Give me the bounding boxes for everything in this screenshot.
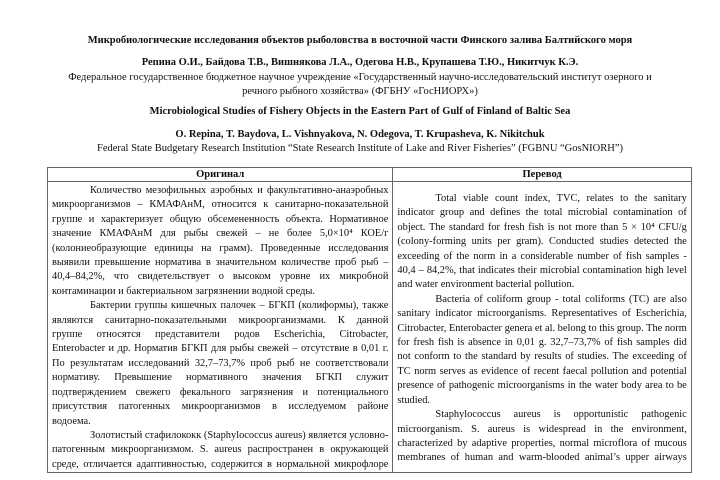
text-line: Citrobacter, Enterobacter genera et al. belong to this group. The norm <box>397 322 687 334</box>
paragraph <box>52 184 388 299</box>
text-line: Total viable count index, TVC, relates to the sanitary <box>435 193 687 204</box>
text-line: присутствия патогенных микроорганизмов в исследуемом районе <box>52 401 389 413</box>
text-line: and water environment bacterial pollution. <box>397 279 575 291</box>
text-line: exceeding of the norm in a considerable number of fish samples - <box>397 250 687 262</box>
table-header-row <box>48 168 692 182</box>
text-line: значение КМАФАнМ для рыбы свежей – не более 5,0×10⁴ КОЕ/г <box>52 228 389 240</box>
authors-english: O. Repina, T. Baydova, L. Vishnyakova, N. Odegova, T. Krupasheva, K. Nikitchuk <box>175 129 545 140</box>
text-line: presence of pathogenic microorganisms in the water body area to be <box>397 380 687 392</box>
text-line: Золотистый стафилококк (Staphylococcus aureus) является условно- <box>90 429 389 441</box>
text-line: По результатам исследований 32,7–73,7% проб рыб не соответствовали <box>52 357 389 369</box>
text-line: sanitary indicator microorganisms. Representatives of Escherichia, <box>397 308 687 320</box>
text-line: object. The standard for fresh fish is not more than 5 × 10⁴ CFU/g <box>397 221 687 233</box>
text-line: characterized by adaptive properties, normal microflora of mucous <box>397 437 687 449</box>
text-line: микроорганизмов – КМАФАнМ, относится к санитарно-показательной <box>52 199 389 211</box>
text-line: microorganism. S. aureus is widespread in the environment, <box>397 423 687 435</box>
paragraph <box>52 299 388 429</box>
title-english: Microbiological Studies of Fishery Objects in the Eastern Part of Gulf of Finland of Baltic Sea <box>149 106 571 117</box>
authors-russian: Репина О.И., Байдова Т.В., Вишнякова Л.А., Одегова Н.В., Крупашева Т.Ю., Никитчук К.Э. <box>141 57 579 68</box>
text-line: патогенным микроорганизмом. S. aureus распространен в окружающей <box>52 444 389 456</box>
paragraph <box>397 408 686 466</box>
text-line: 40,4 – 84,2%, that indicates their microbial contamination high level <box>397 265 687 277</box>
text-line: нормативу. Превышение нормативного значения БГКП служит <box>52 372 389 384</box>
text-line: Бактерии группы кишечных палочек – БГКП (колиформы), также <box>90 300 389 312</box>
text-line: Количество мезофильных аэробных и факультативно-анаэробных <box>90 185 389 196</box>
text-line: контаминации и бактериальном загрязнении водной среды. <box>52 285 315 297</box>
paragraph <box>397 293 686 408</box>
institution-english: Federal State Budgetary Research Institution “State Research Institute of Lake and River Fisheries” (FGBNU “GosNIORH”) <box>96 143 624 154</box>
text-line: membranes of human and warm-blooded animal’s upper airways <box>397 452 687 464</box>
header-original: Оригинал <box>48 168 393 182</box>
text-line: Staphylococcus aureus is opportunistic pathogenic <box>435 409 687 421</box>
institution-russian <box>0 71 720 99</box>
paragraph <box>397 192 686 293</box>
translation-cell <box>393 182 691 473</box>
text-line: выявили превышение норматива в значительном количестве проб рыб – <box>52 257 389 269</box>
text-line: studied. <box>397 394 431 406</box>
text-line: Bacteria of coliform group - total coliforms (TC) are also <box>435 293 687 305</box>
text-line: группе и характеризует общую обсемененность объекта. Нормативное <box>52 213 389 225</box>
original-text <box>48 182 392 472</box>
institution-russian-line1: Федеральное государственное бюджетное научное учреждение «Государственный научно-исследовательский институт озерного и <box>68 72 652 83</box>
paragraph <box>52 429 388 472</box>
text-line: 40,4–84,2%, что свидетельствует о высоком уровне их микробной <box>52 271 389 283</box>
text-line: TC norm serves as evidence of recent faecal pollution and potential <box>397 365 687 377</box>
text-line: (colony-forming units per gram). Conducted studies detected the <box>397 236 687 248</box>
text-line: not conform to the standard by results of studies. The exceeding of <box>397 351 687 363</box>
text-line: группе относятся представители родов Escherichia, Citrobacter, <box>52 329 389 341</box>
original-cell <box>48 182 393 473</box>
text-line: являются санитарно-показательными микроорганизмами. К данной <box>52 314 389 326</box>
text-line: (колониеобразующие единицы на грамм). Проведенные исследования <box>52 242 389 254</box>
text-line: indicator group and defines the total microbial contamination of <box>397 207 687 219</box>
text-line: водоема. <box>52 415 91 427</box>
text-line: for fresh fish is absence in 0,01 g. 32,7–73,7% of fish samples did <box>397 337 687 349</box>
title-russian: Микробиологические исследования объектов рыболовства в восточной части Финского залива Балтийского моря <box>87 35 633 46</box>
table-row <box>48 182 692 473</box>
institution-russian-line2: речного рыбного хозяйства» (ФГБНУ «ГосНИОРХ») <box>242 86 478 97</box>
header-translation: Перевод <box>393 168 691 182</box>
text-line: Enterobacter и др. Норматив БГКП для рыбы свежей – отсутствие в 0,01 г. <box>52 343 389 355</box>
translation-table <box>47 167 692 473</box>
text-line: подтверждением свежего фекального загрязнения и потенциального <box>52 386 389 398</box>
text-line: среде, отличается адаптивностью, содержится в нормальной микрофлоре <box>52 458 389 470</box>
translation-text <box>393 182 690 466</box>
